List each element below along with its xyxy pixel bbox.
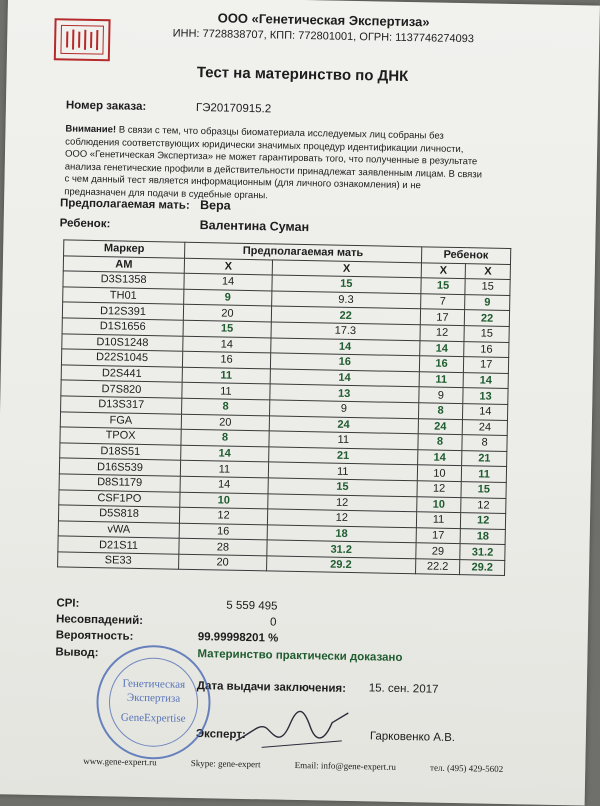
mother-allele-cell: 20 bbox=[179, 554, 267, 571]
mother-allele-cell: 9.3 bbox=[271, 291, 420, 309]
mother-allele-cell: 11 bbox=[268, 462, 417, 480]
mother-allele-cell: 8 bbox=[182, 398, 270, 415]
child-allele-cell: 14 bbox=[417, 449, 462, 465]
conclusion-value: Материнство практически доказано bbox=[197, 648, 403, 665]
marker-name-cell: D21S11 bbox=[58, 536, 179, 554]
mother-allele-cell: 14 bbox=[183, 336, 271, 353]
expert-label: Эксперт: bbox=[195, 728, 246, 742]
marker-name-cell: D18S51 bbox=[60, 443, 181, 461]
col-marker: Маркер bbox=[64, 240, 185, 258]
child-allele-cell: 15 bbox=[461, 482, 506, 498]
mother-allele-cell: 11 bbox=[182, 367, 270, 384]
mother-label: Предполагаемая мать: bbox=[59, 197, 190, 212]
child-allele-cell: 15 bbox=[464, 326, 509, 342]
child-allele-cell: 8 bbox=[462, 435, 507, 451]
child-label: Ребенок: bbox=[59, 217, 111, 231]
child-allele-cell: 12 bbox=[461, 497, 506, 513]
mother-allele-cell: 31.2 bbox=[267, 540, 416, 558]
mother-allele-cell: 11 bbox=[182, 383, 270, 400]
mother-allele-cell: 14 bbox=[181, 445, 269, 462]
marker-name-cell: SE33 bbox=[58, 552, 179, 570]
marker-name-cell: D12S391 bbox=[62, 302, 183, 320]
mother-name: Вера bbox=[199, 198, 231, 213]
mother-allele-cell: 28 bbox=[179, 538, 267, 555]
child-allele-cell: 14 bbox=[419, 340, 464, 356]
marker-name-cell: FGA bbox=[60, 411, 181, 429]
footer-skype: Skype: gene-expert bbox=[190, 757, 261, 770]
child-allele-cell: 14 bbox=[463, 372, 508, 388]
sub-x: X bbox=[184, 258, 272, 275]
child-allele-cell: 12 bbox=[420, 325, 465, 341]
child-name: Валентина Суман bbox=[199, 218, 310, 235]
sub-x: X bbox=[421, 262, 466, 278]
mother-allele-cell: 16 bbox=[182, 351, 270, 368]
child-allele-cell: 9 bbox=[418, 387, 463, 403]
mother-allele-cell: 16 bbox=[179, 523, 267, 540]
cpi-label: CPI: bbox=[56, 597, 80, 610]
mother-allele-cell: 9 bbox=[184, 289, 272, 306]
mother-allele-cell: 17.3 bbox=[271, 322, 420, 340]
child-allele-cell: 14 bbox=[463, 404, 508, 420]
warning-body: В связи с тем, что образцы биоматериала исследуемых лиц собраны без соблюдения соответствующих юридически значимых процедур идентификации личности, ООО «Генетическая Экспертиза» не может гарантировать того, что полученные в результате анализа генетические профили в действительности принадлежат заявленным лицам. В связи с чем данный тест является информационным (для личного ознакомления) и не предназначен для подачи в судебные органы. bbox=[64, 124, 483, 201]
signature bbox=[232, 703, 353, 753]
mother-allele-cell: 20 bbox=[183, 305, 271, 322]
mother-allele-cell: 13 bbox=[270, 384, 419, 402]
mother-allele-cell: 20 bbox=[181, 414, 269, 431]
company-stamp bbox=[93, 642, 213, 762]
child-allele-cell: 22 bbox=[465, 310, 510, 326]
marker-name-cell: TPOX bbox=[60, 427, 181, 445]
marker-name-cell: D22S1045 bbox=[61, 349, 182, 367]
child-allele-cell: 24 bbox=[462, 419, 507, 435]
child-allele-cell: 15 bbox=[465, 279, 510, 295]
child-allele-cell: 18 bbox=[460, 528, 505, 544]
mother-allele-cell: 18 bbox=[267, 525, 416, 543]
mismatch-value: 0 bbox=[269, 616, 277, 629]
child-allele-cell: 13 bbox=[463, 388, 508, 404]
date-label: Дата выдачи заключения: bbox=[196, 680, 347, 695]
col-mother: Предполагаемая мать bbox=[185, 242, 422, 262]
mother-allele-cell: 12 bbox=[268, 493, 417, 511]
order-label: Номер заказа: bbox=[65, 99, 147, 113]
child-allele-cell: 17 bbox=[464, 357, 509, 373]
mismatch-label: Несовпадений: bbox=[55, 613, 144, 628]
document-title: Тест на материнство по ДНК bbox=[196, 63, 409, 86]
marker-name-cell: D2S441 bbox=[61, 365, 182, 383]
mother-allele-cell: 12 bbox=[267, 509, 416, 527]
marker-name-cell: vWA bbox=[58, 521, 179, 539]
child-allele-cell: 12 bbox=[461, 513, 506, 529]
child-allele-cell: 16 bbox=[464, 341, 509, 357]
marker-name-cell: CSF1PO bbox=[59, 489, 180, 507]
mother-allele-cell: 24 bbox=[269, 415, 418, 433]
child-allele-cell: 7 bbox=[420, 294, 465, 310]
child-allele-cell: 17 bbox=[416, 527, 461, 543]
child-allele-cell: 11 bbox=[416, 512, 461, 528]
marker-name-cell: D13S317 bbox=[61, 396, 182, 414]
child-allele-cell: 8 bbox=[418, 434, 463, 450]
probability-value: 99.99998201 % bbox=[197, 631, 279, 645]
child-allele-cell: 11 bbox=[419, 372, 464, 388]
marker-rows bbox=[58, 271, 511, 576]
mother-allele-cell: 9 bbox=[269, 400, 418, 418]
child-allele-cell: 11 bbox=[462, 466, 507, 482]
mother-allele-cell: 11 bbox=[180, 461, 268, 478]
marker-name-cell: D3S1358 bbox=[63, 271, 184, 289]
child-allele-cell: 24 bbox=[418, 418, 463, 434]
footer-site[interactable]: www.gene-expert.ru bbox=[83, 755, 157, 768]
footer-email[interactable]: Email: info@gene-expert.ru bbox=[294, 759, 397, 772]
sub-x: X bbox=[272, 260, 421, 278]
child-allele-cell: 9 bbox=[465, 294, 510, 310]
mother-allele-cell: 15 bbox=[272, 275, 421, 293]
footer bbox=[83, 756, 503, 774]
marker-name-cell: D8S1179 bbox=[59, 474, 180, 492]
marker-name-cell: D7S820 bbox=[61, 380, 182, 398]
marker-name-cell: D16S539 bbox=[59, 458, 180, 476]
mother-allele-cell: 14 bbox=[180, 476, 268, 493]
cpi-value: 5 559 495 bbox=[226, 599, 278, 613]
marker-table bbox=[57, 239, 511, 576]
conclusion-label: Вывод: bbox=[55, 646, 99, 660]
org-ids: ИНН: 7728838707, КПП: 772801001, ОГРН: 1137746274093 bbox=[172, 27, 475, 46]
mother-allele-cell: 16 bbox=[270, 353, 419, 371]
sub-marker: AM bbox=[63, 256, 184, 274]
child-allele-cell: 22.2 bbox=[415, 559, 460, 575]
mother-allele-cell: 15 bbox=[268, 478, 417, 496]
child-allele-cell: 29 bbox=[415, 543, 460, 559]
mother-allele-cell: 15 bbox=[183, 320, 271, 337]
child-allele-cell: 16 bbox=[419, 356, 464, 372]
date-value: 15. сен. 2017 bbox=[368, 682, 439, 696]
mother-allele-cell: 11 bbox=[269, 431, 418, 449]
child-allele-cell: 8 bbox=[418, 403, 463, 419]
stamp-text-mid: Экспертиза bbox=[126, 691, 181, 705]
mother-allele-cell: 8 bbox=[181, 429, 269, 446]
child-allele-cell: 12 bbox=[417, 481, 462, 497]
stamp-text-top: Генетическая bbox=[122, 677, 186, 691]
marker-name-cell: D10S1248 bbox=[62, 333, 183, 351]
order-number: ГЭ20170915.2 bbox=[195, 101, 272, 116]
sub-x: X bbox=[465, 263, 510, 279]
child-allele-cell: 10 bbox=[416, 496, 461, 512]
probability-label: Вероятность: bbox=[55, 629, 134, 643]
mother-allele-cell: 14 bbox=[184, 273, 272, 290]
mother-allele-cell: 14 bbox=[270, 369, 419, 387]
footer-phone: тел. (495) 429-5602 bbox=[429, 762, 504, 774]
marker-name-cell: TH01 bbox=[63, 287, 184, 305]
mother-allele-cell: 14 bbox=[271, 337, 420, 355]
mother-allele-cell: 10 bbox=[180, 492, 268, 509]
child-allele-cell: 17 bbox=[420, 309, 465, 325]
mother-allele-cell: 21 bbox=[268, 447, 417, 465]
warning-prefix: Внимание! bbox=[65, 123, 117, 136]
warning-text bbox=[64, 123, 485, 206]
marker-name-cell: D1S1656 bbox=[62, 318, 183, 336]
child-allele-cell: 10 bbox=[417, 465, 462, 481]
marker-name-cell: D5S818 bbox=[58, 505, 179, 523]
child-allele-cell: 15 bbox=[421, 278, 466, 294]
expert-name: Гарковенко А.В. bbox=[369, 730, 456, 745]
org-name: ООО «Генетическая Экспертиза» bbox=[217, 10, 430, 30]
mother-allele-cell: 22 bbox=[271, 306, 420, 324]
mother-allele-cell: 12 bbox=[179, 507, 267, 524]
child-allele-cell: 21 bbox=[462, 450, 507, 466]
stamp-brand: GeneExpertise bbox=[120, 711, 186, 725]
mother-allele-cell: 29.2 bbox=[266, 556, 415, 574]
child-allele-cell: 29.2 bbox=[460, 559, 505, 575]
col-child: Ребенок bbox=[421, 247, 511, 264]
child-allele-cell: 31.2 bbox=[460, 544, 505, 560]
